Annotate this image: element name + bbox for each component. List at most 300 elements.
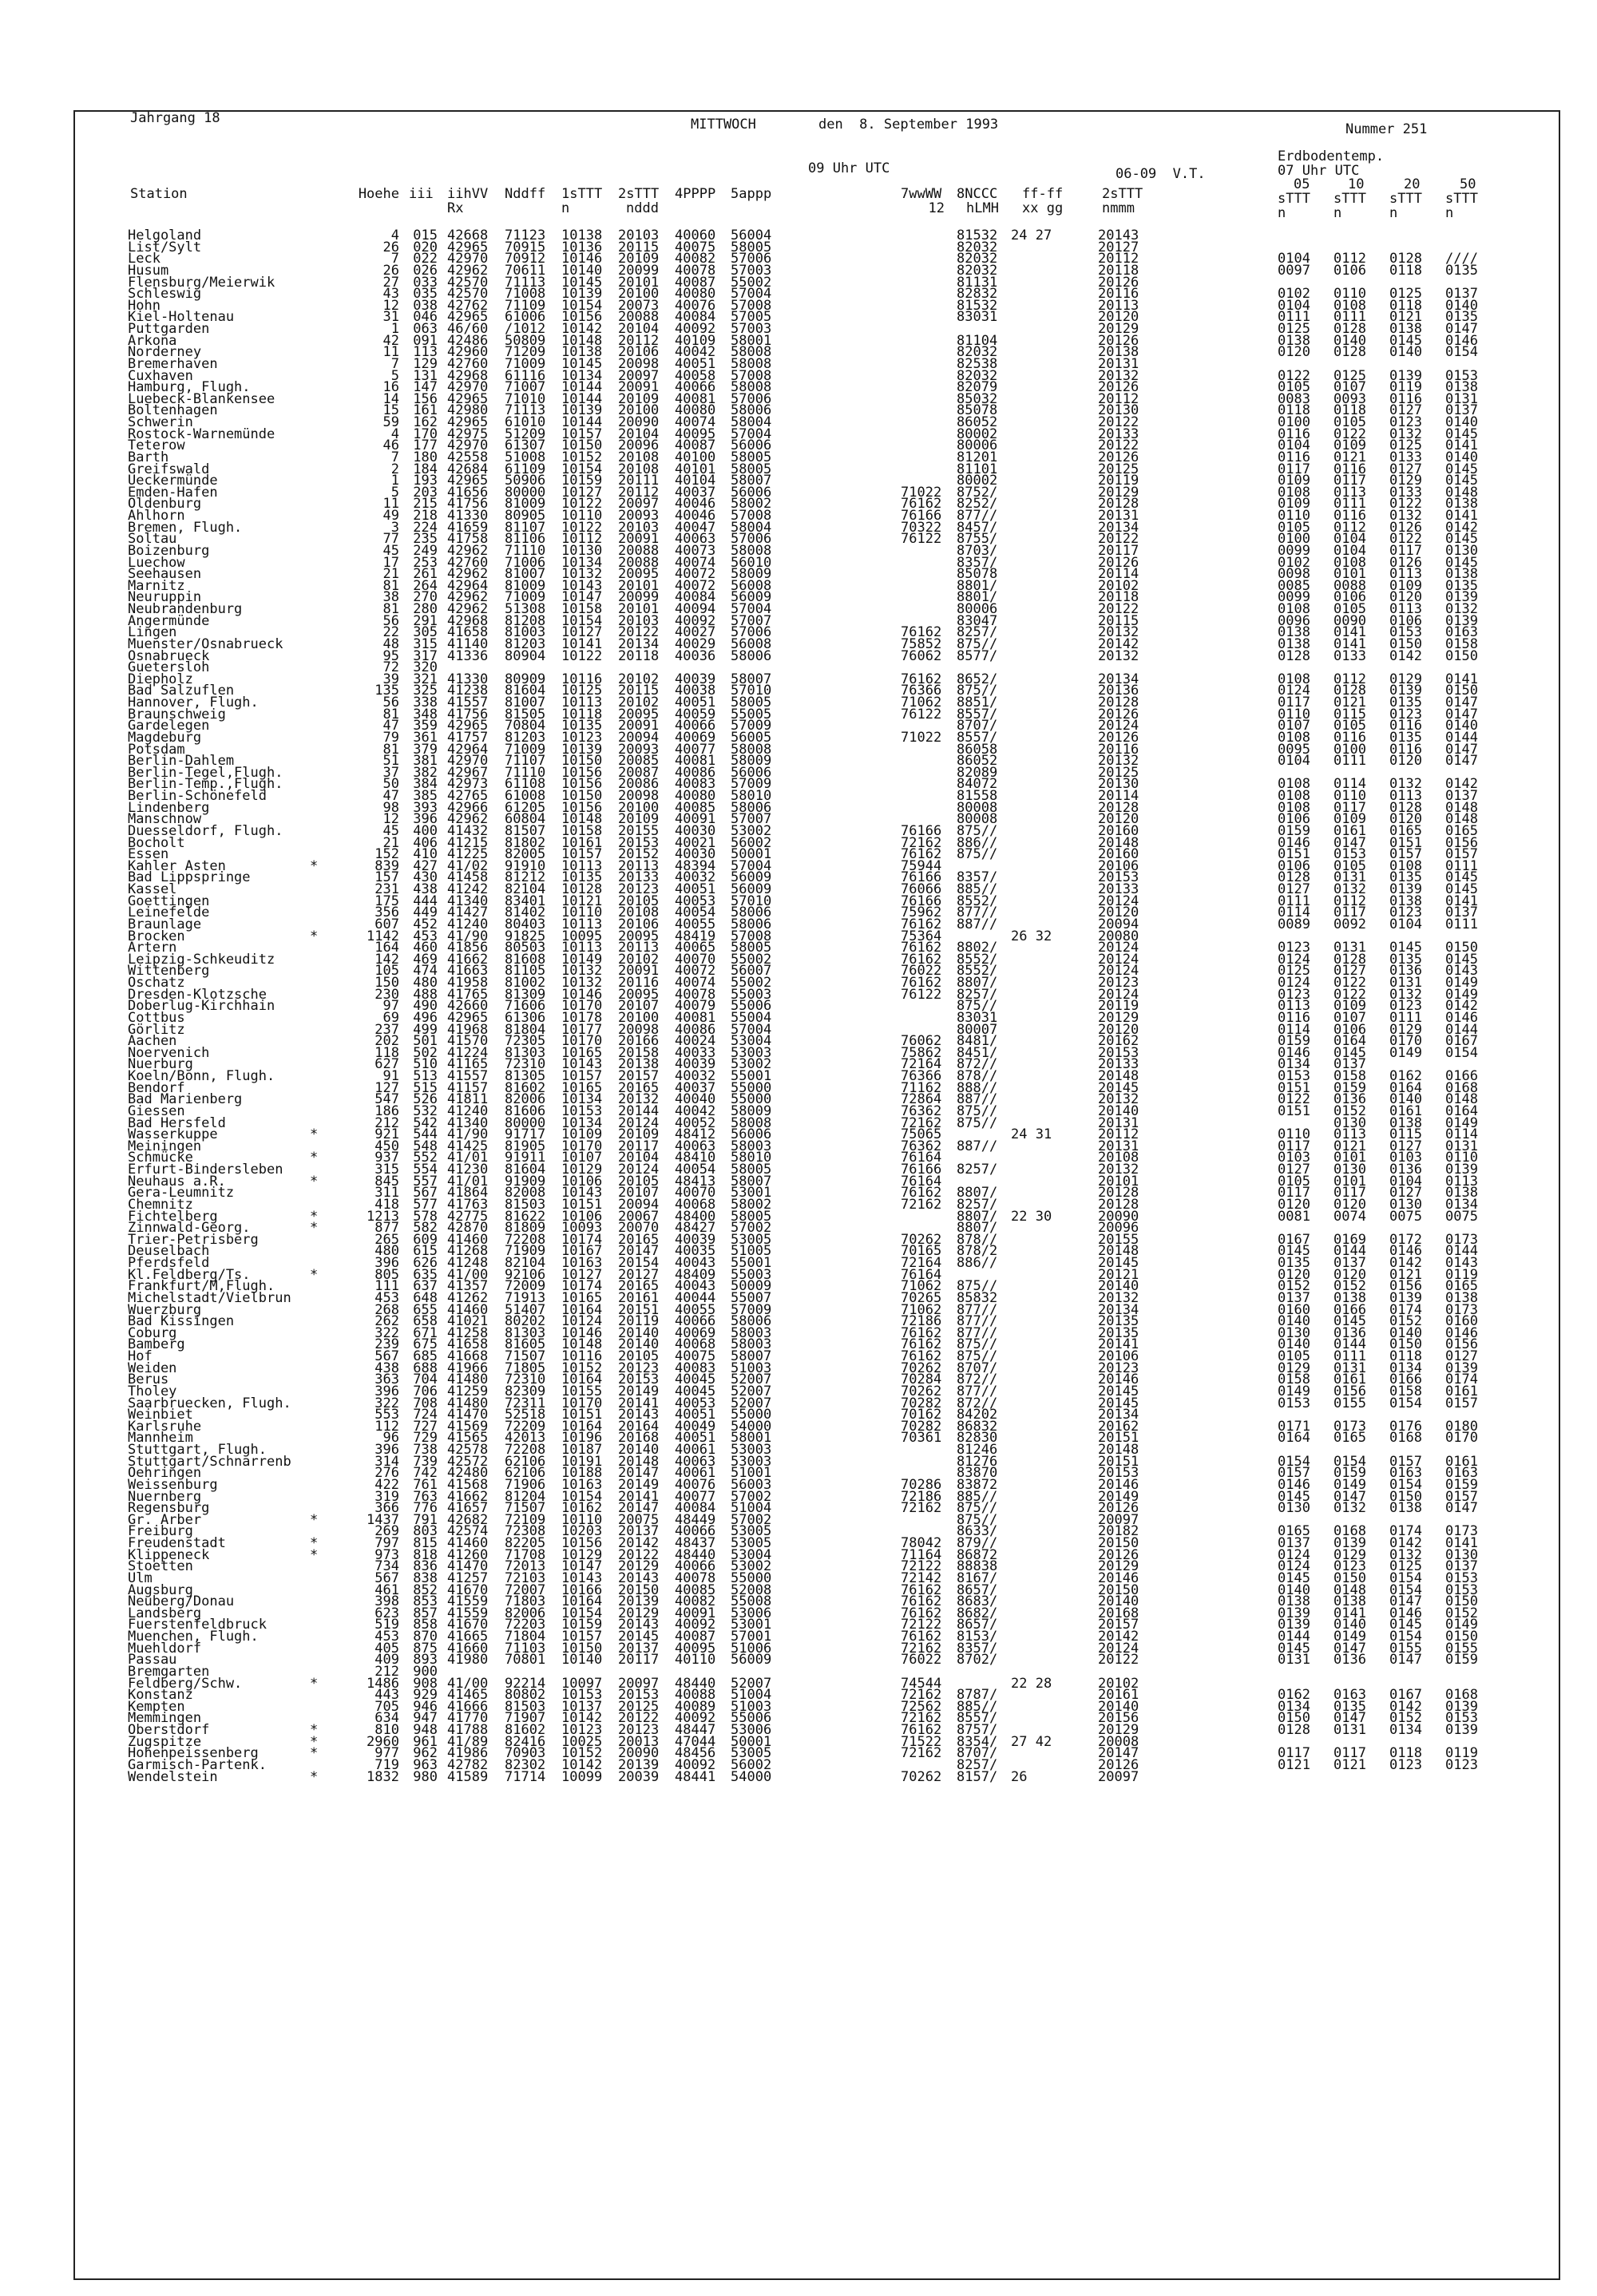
cell-station: Helgoland xyxy=(128,228,202,243)
cell-hoehe: 127 xyxy=(374,1079,399,1096)
cell-s1: 0105 xyxy=(1278,519,1310,536)
cell-pppp: 48441 xyxy=(675,1768,716,1785)
cell-s2: 0139 xyxy=(1333,1535,1366,1551)
cell-iii: 499 xyxy=(413,1021,438,1038)
cell-t2: 20119 xyxy=(1098,998,1139,1015)
cell-appp: 55002 xyxy=(731,975,772,991)
cell-ttt1: 10146 xyxy=(561,1324,603,1341)
cell-s3: 0152 xyxy=(1389,1710,1422,1727)
cell-nccc: 8652/ xyxy=(957,671,998,687)
cell-s1: 0117 xyxy=(1278,1138,1310,1154)
cell-hoehe: 3 xyxy=(390,519,399,536)
cell-s1: 0120 xyxy=(1278,1196,1310,1213)
cell-hoehe: 627 xyxy=(374,1056,399,1073)
cell-nccc: 8557/ xyxy=(957,706,998,722)
cell-nddff: 81007 xyxy=(505,695,546,711)
cell-s4: 0127 xyxy=(1445,1348,1478,1364)
cell-appp: 58008 xyxy=(731,344,772,361)
cell-s2: 0122 xyxy=(1333,986,1366,1003)
cell-hoehe: 47 xyxy=(382,718,399,734)
cell-s3: 0121 xyxy=(1389,1266,1422,1283)
cell-iihvv: 42760 xyxy=(447,554,489,571)
cell-nccc: 875// xyxy=(957,683,998,699)
cell-www: 76162 xyxy=(901,951,942,968)
cell-s1: 0108 xyxy=(1278,776,1310,793)
cell-station: Fuerstenfeldbruck xyxy=(128,1617,267,1633)
cell-hoehe: 623 xyxy=(374,1605,399,1621)
cell-appp: 58005 xyxy=(731,461,772,477)
cell-ttt1: 10196 xyxy=(561,1430,603,1447)
cell-s1: 0130 xyxy=(1278,1324,1310,1341)
cell-www: 76164 xyxy=(901,1173,942,1190)
cell-t2: 20120 xyxy=(1098,811,1139,828)
cell-pppp: 48437 xyxy=(675,1535,716,1551)
cell-nddff: 81602 xyxy=(505,1079,546,1096)
cell-nddff: 50906 xyxy=(505,473,546,489)
cell-station: Leck xyxy=(128,251,160,267)
cell-nccc: 83047 xyxy=(957,612,998,629)
cell-iihvv: 41427 xyxy=(447,905,489,921)
cell-ttt2: 20140 xyxy=(618,1336,660,1353)
cell-www: 72186 xyxy=(901,1313,942,1330)
cell-nddff: 71708 xyxy=(505,1546,546,1563)
cell-s4: 0110 xyxy=(1445,1150,1478,1166)
cell-star: * xyxy=(310,1266,319,1283)
cell-s1: 0103 xyxy=(1278,1150,1310,1166)
cell-www: 76022 xyxy=(901,963,942,980)
cell-iihvv: 41758 xyxy=(447,531,489,548)
cell-station: Kempten xyxy=(128,1698,185,1715)
cell-appp: 58007 xyxy=(731,671,772,687)
cell-s2: 0164 xyxy=(1333,1033,1366,1050)
cell-t2: 20153 xyxy=(1098,1465,1139,1482)
cell-appp: 56006 xyxy=(731,484,772,501)
cell-nccc: 81201 xyxy=(957,449,998,465)
cell-iihvv: 42668 xyxy=(447,228,489,243)
cell-ttt2: 20094 xyxy=(618,729,660,746)
cell-t2: 20130 xyxy=(1098,402,1139,419)
cell-hoehe: 973 xyxy=(374,1546,399,1563)
cell-iii: 253 xyxy=(413,554,438,571)
cell-s3: 0122 xyxy=(1389,531,1422,548)
cell-nccc: 8683/ xyxy=(957,1593,998,1610)
cell-appp: 56009 xyxy=(731,869,772,886)
cell-ttt1: 10157 xyxy=(561,1068,603,1084)
cell-nccc: 85078 xyxy=(957,566,998,583)
cell-ttt1: 10153 xyxy=(561,1687,603,1704)
cell-appp: 51004 xyxy=(731,1687,772,1704)
cell-nccc: 885// xyxy=(957,881,998,897)
cell-t2: 20148 xyxy=(1098,1442,1139,1458)
cell-iihvv: 46/60 xyxy=(447,321,489,337)
cell-pppp: 40095 xyxy=(675,1640,716,1657)
cell-iihvv: 41165 xyxy=(447,1056,489,1073)
cell-appp: 53002 xyxy=(731,822,772,839)
cell-s2: 0147 xyxy=(1333,1710,1366,1727)
cell-station: Görlitz xyxy=(128,1021,185,1038)
cell-s1: 0120 xyxy=(1278,1266,1310,1283)
cell-nccc: 8577/ xyxy=(957,647,998,664)
cell-nddff: 71209 xyxy=(505,344,546,361)
cell-ttt2: 20147 xyxy=(618,1465,660,1482)
cell-s1: 0128 xyxy=(1278,869,1310,886)
col-soil-stt-3: sTTT xyxy=(1389,191,1422,207)
cell-ttt1: 10143 xyxy=(561,1185,603,1201)
cell-iii: 552 xyxy=(413,1150,438,1166)
cell-nccc: 8657/ xyxy=(957,1617,998,1633)
cell-nddff: 81802 xyxy=(505,834,546,851)
cell-nddff: 81905 xyxy=(505,1138,546,1154)
cell-pppp: 40063 xyxy=(675,1138,716,1154)
cell-iii: 382 xyxy=(413,764,438,781)
cell-s4: 0161 xyxy=(1445,1453,1478,1470)
cell-appp: 58008 xyxy=(731,542,772,559)
col-soil-stt-4: sTTT xyxy=(1445,191,1478,207)
cell-pppp: 40036 xyxy=(675,647,716,664)
cell-t2: 20118 xyxy=(1098,589,1139,606)
cell-nddff: 82104 xyxy=(505,881,546,897)
cell-hoehe: 11 xyxy=(382,344,399,361)
cell-iihvv: 42968 xyxy=(447,612,489,629)
cell-nddff: 80000 xyxy=(505,1114,546,1131)
cell-s1: 0111 xyxy=(1278,893,1310,909)
cell-s4: 0148 xyxy=(1445,484,1478,501)
cell-nccc: 83031 xyxy=(957,309,998,326)
cell-s3: 0174 xyxy=(1389,1301,1422,1318)
cell-station: Trier-Petrisberg xyxy=(128,1231,259,1248)
cell-t2: 20145 xyxy=(1098,1079,1139,1096)
cell-ttt1: 10145 xyxy=(561,274,603,291)
cell-station: Osnabrueck xyxy=(128,647,210,664)
cell-s4: 0144 xyxy=(1445,1243,1478,1260)
cell-s1: 0171 xyxy=(1278,1418,1310,1435)
cell-s4: 0113 xyxy=(1445,1173,1478,1190)
cell-hoehe: 12 xyxy=(382,297,399,314)
cell-station: Neuberg/Donau xyxy=(128,1593,235,1610)
cell-ttt1: 10110 xyxy=(561,1511,603,1528)
cell-s3: 0146 xyxy=(1389,1605,1422,1621)
cell-iihvv: 41670 xyxy=(447,1617,489,1633)
cell-iii: 626 xyxy=(413,1255,438,1271)
cell-hoehe: 5 xyxy=(390,367,399,384)
cell-nccc: 886// xyxy=(957,834,998,851)
cell-nccc: 8257/ xyxy=(957,986,998,1003)
cell-hoehe: 118 xyxy=(374,1044,399,1061)
cell-s3: 0120 xyxy=(1389,811,1422,828)
cell-s3: 0132 xyxy=(1389,508,1422,524)
cell-s2: 0107 xyxy=(1333,379,1366,396)
cell-appp: 56009 xyxy=(731,589,772,606)
cell-ttt2: 20100 xyxy=(618,1009,660,1026)
cell-hoehe: 42 xyxy=(382,332,399,349)
cell-station: Artern xyxy=(128,940,177,956)
cell-pppp: 40069 xyxy=(675,729,716,746)
cell-nddff: 71008 xyxy=(505,286,546,303)
cell-iihvv: 42970 xyxy=(447,251,489,267)
cell-iihvv: 41357 xyxy=(447,1278,489,1295)
cell-iihvv: 41756 xyxy=(447,496,489,513)
cell-s3: 0125 xyxy=(1389,1558,1422,1575)
cell-nccc: 82032 xyxy=(957,367,998,384)
cell-nccc: 80008 xyxy=(957,811,998,828)
cell-iii: 947 xyxy=(413,1710,438,1727)
cell-iii: 875 xyxy=(413,1640,438,1657)
cell-s3: 0172 xyxy=(1389,1231,1422,1248)
cell-www: 75862 xyxy=(901,1044,942,1061)
cell-station: Bendorf xyxy=(128,1079,185,1096)
cell-s3: 0140 xyxy=(1389,1091,1422,1108)
cell-s2: 0121 xyxy=(1333,695,1366,711)
cell-ttt1: 10174 xyxy=(561,1231,603,1248)
cell-appp: 53005 xyxy=(731,1231,772,1248)
cell-pppp: 40021 xyxy=(675,834,716,851)
cell-ttt1: 10134 xyxy=(561,554,603,571)
cell-station: Feldberg/Schw. xyxy=(128,1675,243,1692)
cell-nddff: 61306 xyxy=(505,1009,546,1026)
cell-pppp: 40081 xyxy=(675,1009,716,1026)
cell-station: Schmücke xyxy=(128,1150,193,1166)
cell-ttt2: 20153 xyxy=(618,1372,660,1388)
cell-nccc: 875// xyxy=(957,635,998,652)
cell-s4: 0141 xyxy=(1445,1535,1478,1551)
cell-nddff: 71507 xyxy=(505,1348,546,1364)
cell-ttt2: 20091 xyxy=(618,963,660,980)
cell-www: 72142 xyxy=(901,1570,942,1586)
cell-pppp: 40072 xyxy=(675,577,716,594)
cell-hoehe: 366 xyxy=(374,1500,399,1517)
cell-ttt2: 20106 xyxy=(618,344,660,361)
cell-ttt1: 10144 xyxy=(561,379,603,396)
cell-s2: 0107 xyxy=(1333,1009,1366,1026)
cell-hoehe: 409 xyxy=(374,1652,399,1669)
cell-ttt1: 10156 xyxy=(561,309,603,326)
cell-pppp: 40038 xyxy=(675,683,716,699)
cell-nddff: 70915 xyxy=(505,239,546,255)
cell-appp: 55000 xyxy=(731,1407,772,1423)
cell-ttt1: 10152 xyxy=(561,1745,603,1762)
cell-hoehe: 547 xyxy=(374,1091,399,1108)
cell-s1: 0099 xyxy=(1278,589,1310,606)
cell-hoehe: 202 xyxy=(374,1033,399,1050)
cell-s4: 0153 xyxy=(1445,367,1478,384)
cell-ff: 22 30 xyxy=(1011,1208,1052,1225)
cell-www: 76162 xyxy=(901,1605,942,1621)
cell-ttt1: 10153 xyxy=(561,1102,603,1119)
cell-hoehe: 268 xyxy=(374,1301,399,1318)
cell-ttt2: 20168 xyxy=(618,1430,660,1447)
cell-appp: 55003 xyxy=(731,1266,772,1283)
cell-pppp: 40072 xyxy=(675,963,716,980)
cell-s1: 0097 xyxy=(1278,262,1310,279)
cell-t2: 20143 xyxy=(1098,228,1139,243)
cell-nccc: 81276 xyxy=(957,1453,998,1470)
cell-nccc: 8557/ xyxy=(957,729,998,746)
cell-pppp: 40081 xyxy=(675,753,716,770)
cell-appp: 58006 xyxy=(731,905,772,921)
cell-nccc: 8357/ xyxy=(957,1640,998,1657)
cell-appp: 50001 xyxy=(731,1733,772,1750)
cell-appp: 57008 xyxy=(731,928,772,944)
cell-hoehe: 16 xyxy=(382,379,399,396)
cell-nddff: 72009 xyxy=(505,1278,546,1295)
cell-www: 70162 xyxy=(901,1407,942,1423)
cell-pppp: 40054 xyxy=(675,905,716,921)
cell-s4: 0147 xyxy=(1445,321,1478,337)
cell-iii: 532 xyxy=(413,1102,438,1119)
cell-s4: 0146 xyxy=(1445,1324,1478,1341)
cell-nccc: 879// xyxy=(957,1535,998,1551)
cell-nddff: 71009 xyxy=(505,589,546,606)
cell-s4: 0142 xyxy=(1445,776,1478,793)
cell-appp: 53006 xyxy=(731,1722,772,1738)
cell-ttt2: 20125 xyxy=(618,1698,660,1715)
cell-station: Bocholt xyxy=(128,834,185,851)
cell-s4: 0167 xyxy=(1445,1033,1478,1050)
cell-s4: 0138 xyxy=(1445,379,1478,396)
cell-appp: 53003 xyxy=(731,1442,772,1458)
cell-iii: 501 xyxy=(413,1033,438,1050)
cell-nccc: 8801/ xyxy=(957,577,998,594)
cell-s1: 0138 xyxy=(1278,332,1310,349)
cell-ttt1: 10113 xyxy=(561,695,603,711)
cell-s4: 0156 xyxy=(1445,834,1478,851)
cell-pppp: 40078 xyxy=(675,262,716,279)
cell-s4: 0137 xyxy=(1445,286,1478,303)
cell-nccc: 86052 xyxy=(957,414,998,430)
cell-s4: 0158 xyxy=(1445,635,1478,652)
cell-www: 76162 xyxy=(901,1593,942,1610)
cell-nddff: 81505 xyxy=(505,706,546,722)
cell-hoehe: 276 xyxy=(374,1465,399,1482)
cell-s1: 0114 xyxy=(1278,1021,1310,1038)
cell-s1: 0105 xyxy=(1278,1348,1310,1364)
cell-t2: 20121 xyxy=(1098,1266,1139,1283)
cell-nddff: 70804 xyxy=(505,718,546,734)
cell-s4: 0173 xyxy=(1445,1231,1478,1248)
cell-star: * xyxy=(310,1733,319,1750)
cell-station: Augsburg xyxy=(128,1581,193,1598)
cell-iii: 235 xyxy=(413,531,438,548)
cell-www: 70262 xyxy=(901,1360,942,1376)
cell-nddff: 71909 xyxy=(505,1243,546,1260)
cell-appp: 57008 xyxy=(731,297,772,314)
cell-www: 76166 xyxy=(901,893,942,909)
cell-appp: 58003 xyxy=(731,1336,772,1353)
col-nccc: 8NCCC xyxy=(957,186,998,202)
cell-s3: 0162 xyxy=(1389,1068,1422,1084)
cell-nccc: 875// xyxy=(957,846,998,863)
cell-pppp: 40094 xyxy=(675,601,716,617)
cell-iii: 305 xyxy=(413,624,438,641)
cell-appp: 58001 xyxy=(731,332,772,349)
cell-nddff: 71009 xyxy=(505,741,546,758)
cell-s1: 0134 xyxy=(1278,1056,1310,1073)
cell-nddff: 61205 xyxy=(505,799,546,816)
cell-station: Hohn xyxy=(128,297,160,314)
cell-t2: 20134 xyxy=(1098,1407,1139,1423)
cell-nccc: 878// xyxy=(957,1231,998,1248)
cell-iihvv: 41668 xyxy=(447,1348,489,1364)
cell-s1: 0120 xyxy=(1278,344,1310,361)
cell-s3: 0135 xyxy=(1389,695,1422,711)
cell-ttt1: 10156 xyxy=(561,776,603,793)
col-depth-05: 05 xyxy=(1294,176,1310,192)
cell-pppp: 48413 xyxy=(675,1173,716,1190)
cell-s4: 0150 xyxy=(1445,1593,1478,1610)
cell-ttt2: 20088 xyxy=(618,309,660,326)
cell-pppp: 40083 xyxy=(675,776,716,793)
cell-ttt2: 20123 xyxy=(618,1360,660,1376)
cell-www: 72162 xyxy=(901,1687,942,1704)
cell-t2: 20131 xyxy=(1098,508,1139,524)
cell-hoehe: 39 xyxy=(382,671,399,687)
cell-nddff: 72209 xyxy=(505,1418,546,1435)
cell-t2: 20125 xyxy=(1098,461,1139,477)
cell-nccc: 885// xyxy=(957,1488,998,1505)
cell-iii: 815 xyxy=(413,1535,438,1551)
cell-hoehe: 81 xyxy=(382,706,399,722)
cell-iihvv: 42965 xyxy=(447,414,489,430)
weekday: MITTWOCH xyxy=(691,117,756,133)
cell-hoehe: 47 xyxy=(382,788,399,804)
cell-ttt1: 10177 xyxy=(561,1021,603,1038)
cell-iihvv: 41770 xyxy=(447,1710,489,1727)
cell-s2: 0131 xyxy=(1333,1360,1366,1376)
cell-station: Diepholz xyxy=(128,671,193,687)
cell-iii: 980 xyxy=(413,1768,438,1785)
cell-s4: 0164 xyxy=(1445,1102,1478,1119)
cell-ttt1: 10127 xyxy=(561,484,603,501)
soil-title: Erdbodentemp. xyxy=(1278,148,1385,164)
cell-ttt2: 20132 xyxy=(618,1091,660,1108)
cell-station: Potsdam xyxy=(128,741,185,758)
cell-iii: 948 xyxy=(413,1722,438,1738)
cell-s1: 0130 xyxy=(1278,1500,1310,1517)
cell-nccc: 875// xyxy=(957,1336,998,1353)
cell-ttt2: 20124 xyxy=(618,1114,660,1131)
cell-iihvv: 41238 xyxy=(447,683,489,699)
cell-hoehe: 4 xyxy=(390,426,399,442)
cell-s3: 0133 xyxy=(1389,449,1422,465)
cell-iihvv: 42965 xyxy=(447,309,489,326)
cell-ttt2: 20085 xyxy=(618,753,660,770)
cell-star: * xyxy=(310,857,319,874)
cell-s3: 0120 xyxy=(1389,753,1422,770)
cell-ttt2: 20123 xyxy=(618,1722,660,1738)
cell-hoehe: 2 xyxy=(390,461,399,477)
cell-pppp: 40032 xyxy=(675,869,716,886)
cell-s3: 0108 xyxy=(1389,857,1422,874)
cell-appp: 56002 xyxy=(731,1756,772,1773)
cell-iii: 658 xyxy=(413,1313,438,1330)
cell-s4: 0150 xyxy=(1445,647,1478,664)
cell-nccc: 82832 xyxy=(957,286,998,303)
cell-pppp: 40032 xyxy=(675,1068,716,1084)
cell-pppp: 40066 xyxy=(675,1523,716,1540)
cell-t2: 20123 xyxy=(1098,1360,1139,1376)
cell-s3: 0134 xyxy=(1389,1360,1422,1376)
cell-s2: 0159 xyxy=(1333,1465,1366,1482)
cell-nddff: 81204 xyxy=(505,1488,546,1505)
cell-appp: 58009 xyxy=(731,566,772,583)
cell-t2: 20132 xyxy=(1098,1162,1139,1178)
cell-ttt2: 20165 xyxy=(618,1079,660,1096)
cell-nccc: 86832 xyxy=(957,1418,998,1435)
cell-iihvv: 42968 xyxy=(447,367,489,384)
cell-iii: 655 xyxy=(413,1301,438,1318)
cell-ttt2: 20093 xyxy=(618,508,660,524)
cell-s2: 0128 xyxy=(1333,344,1366,361)
